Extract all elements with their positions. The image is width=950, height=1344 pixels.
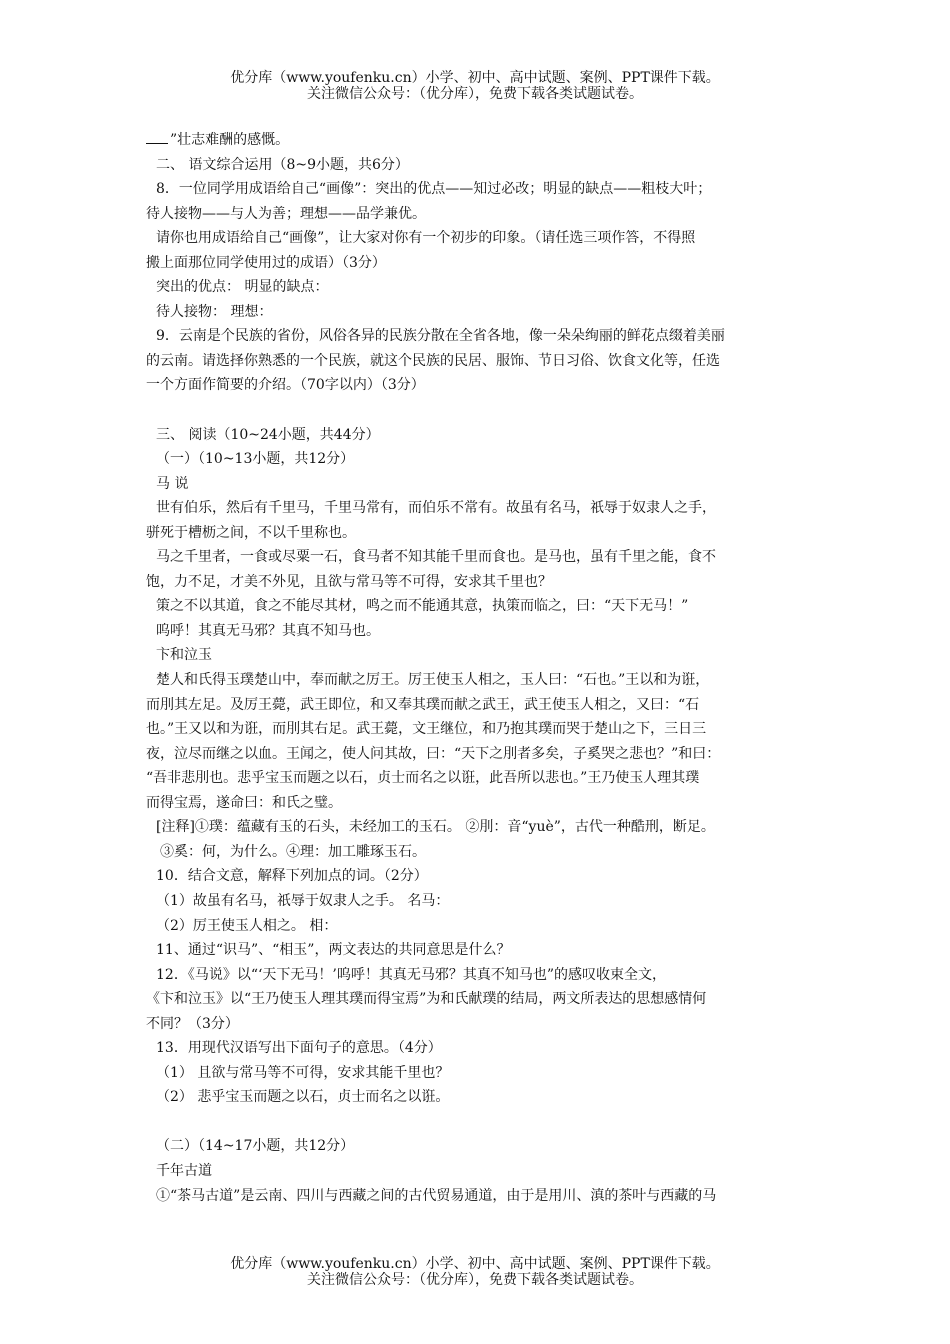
text-line: 的云南。请选择你熟悉的一个民族，就这个民族的民居、服饰、节日习俗、饮食文化等，任选 [146, 352, 720, 369]
annotation-line-2: ③奚：何，为什么。④理：加工雕琢玉石。 [160, 843, 426, 860]
question-10-2: （2）厉王使玉人相之。 相： [156, 917, 338, 934]
text-line: 饱，力不足，才美不外见，且欲与常马等不可得，安求其千里也？ [146, 573, 552, 590]
fill-in-blank [146, 129, 168, 144]
document-body [146, 128, 826, 1208]
question-8: 8．一位同学用成语给自己“画像”：突出的优点——知过必改；明显的缺点——粗枝大叶； [156, 181, 712, 198]
title-bian-he-qi-yu: 卞和泣玉 [156, 647, 212, 664]
section-heading-3: 三、 阅读（10~24小题，共44分） [156, 426, 380, 443]
text-line-1: ”壮志难酬的感慨。 [146, 128, 826, 153]
text-line: 搬上面那位同学使用过的成语）（3分） [146, 254, 386, 271]
page-footer [0, 1256, 950, 1288]
text-line: 一个方面作简要的介绍。（70字以内）（3分） [146, 377, 425, 394]
question-12: 12．《马说》以“‘天下无马！’呜呼！其真无马邪？其真不知马也”的感叹收束全文， [156, 966, 667, 983]
text-line: 请你也用成语给自己“画像”，让大家对你有一个初步的印象。（请任选三项作答，不得照 [156, 230, 696, 247]
text-line: 呜呼！其真无马邪？其真不知马也。 [156, 622, 380, 639]
text-line: 楚人和氏得玉璞楚山中，奉而献之厉王。厉王使玉人相之，玉人曰：“石也。”王以和为诳， [156, 672, 710, 689]
text-line: 而得宝焉，遂命曰：和氏之璧。 [146, 794, 342, 811]
subsection-heading-1: （一）（10~13小题，共12分） [156, 451, 355, 468]
question-13-2: （2） 悲乎宝玉而题之以石，贞士而名之以诳。 [156, 1089, 450, 1106]
footer-line-2: 关注微信公众号：（优分库），免费下载各类试题试卷。 [307, 1272, 643, 1288]
answer-prompt-2: 待人接物： 理想： [156, 303, 273, 320]
blank-line [146, 398, 826, 423]
subsection-heading-2: （二）（14~17小题，共12分） [156, 1138, 355, 1155]
question-10-1: （1）故虽有名马，祇辱于奴隶人之手。 名马： [156, 892, 450, 909]
section-heading-2: 二、 语文综合运用（8~9小题，共6分） [156, 156, 409, 173]
text-line: 策之不以其道，食之不能尽其材，鸣之而不能通其意，执策而临之，曰：“天下无马！” [156, 598, 689, 615]
question-11: 11、通过“识马”、“相玉”，两文表达的共同意思是什么？ [156, 942, 511, 959]
text-line: 而刖其左足。及厉王薨，武王即位，和又奉其璞而献之武王，武王使玉人相之，又曰：“石 [146, 696, 700, 713]
question-13-1: （1） 且欲与常马等不可得，安求其能千里也？ [156, 1064, 450, 1081]
answer-prompt-1: 突出的优点： 明显的缺点： [156, 279, 329, 296]
text-line: 骈死于槽枥之间，不以千里称也。 [146, 524, 356, 541]
question-10: 10．结合文意，解释下列加点的词。（2分） [156, 868, 428, 885]
question-9: 9．云南是个民族的省份，风俗各异的民族分散在全省各地，像一朵朵绚丽的鲜花点缀着美丽 [156, 328, 725, 345]
text-line: 《卞和泣玉》以“王乃使玉人理其璞而得宝焉”为和氏献璞的结局，两文所表达的思想感情何 [146, 991, 707, 1008]
text-line: “吾非悲刖也。悲乎宝玉而题之以石，贞士而名之以诳，此吾所以悲也。”王乃使玉人理其璞 [146, 770, 700, 787]
title-qian-nian-gu-dao: 千年古道 [156, 1162, 212, 1179]
header-line-1: 优分库（www.youfenku.cn）小学、初中、高中试题、案例、PPT课件下载。 [230, 70, 720, 86]
question-13: 13．用现代汉语写出下面句子的意思。（4分） [156, 1040, 442, 1057]
text-line: 待人接物——与人为善；理想——品学兼优。 [146, 205, 426, 222]
text-line: 世有伯乐，然后有千里马，千里马常有，而伯乐不常有。故虽有名马，祇辱于奴隶人之手， [156, 500, 716, 517]
page-header [0, 70, 950, 102]
annotation-line-1: [注释]①璞：蕴藏有玉的石头，未经加工的玉石。 ②刖：音“yuè”，古代一种酷刑，断足。 [156, 819, 715, 836]
title-ma-shuo: 马 说 [156, 475, 189, 492]
text-line: ①“茶马古道”是云南、四川与西藏之间的古代贸易通道，由于是用川、滇的茶叶与西藏的马 [156, 1187, 717, 1204]
text-line: 不同？（3分） [146, 1015, 239, 1032]
header-line-2: 关注微信公众号：（优分库），免费下载各类试题试卷。 [307, 86, 643, 102]
blank-line [146, 1110, 826, 1135]
footer-line-1: 优分库（www.youfenku.cn）小学、初中、高中试题、案例、PPT课件下载。 [230, 1256, 720, 1272]
text-line: 马之千里者，一食或尽粟一石，食马者不知其能千里而食也。是马也，虽有千里之能，食不 [156, 549, 716, 566]
text-line: 也。”王又以和为诳，而刖其右足。武王薨，文王继位，和乃抱其璞而哭于楚山之下，三日三 [146, 721, 707, 738]
text-line: 夜，泣尽而继之以血。王闻之，使人问其故，曰：“天下之刖者多矣，子奚哭之悲也？”和曰： [146, 745, 721, 762]
